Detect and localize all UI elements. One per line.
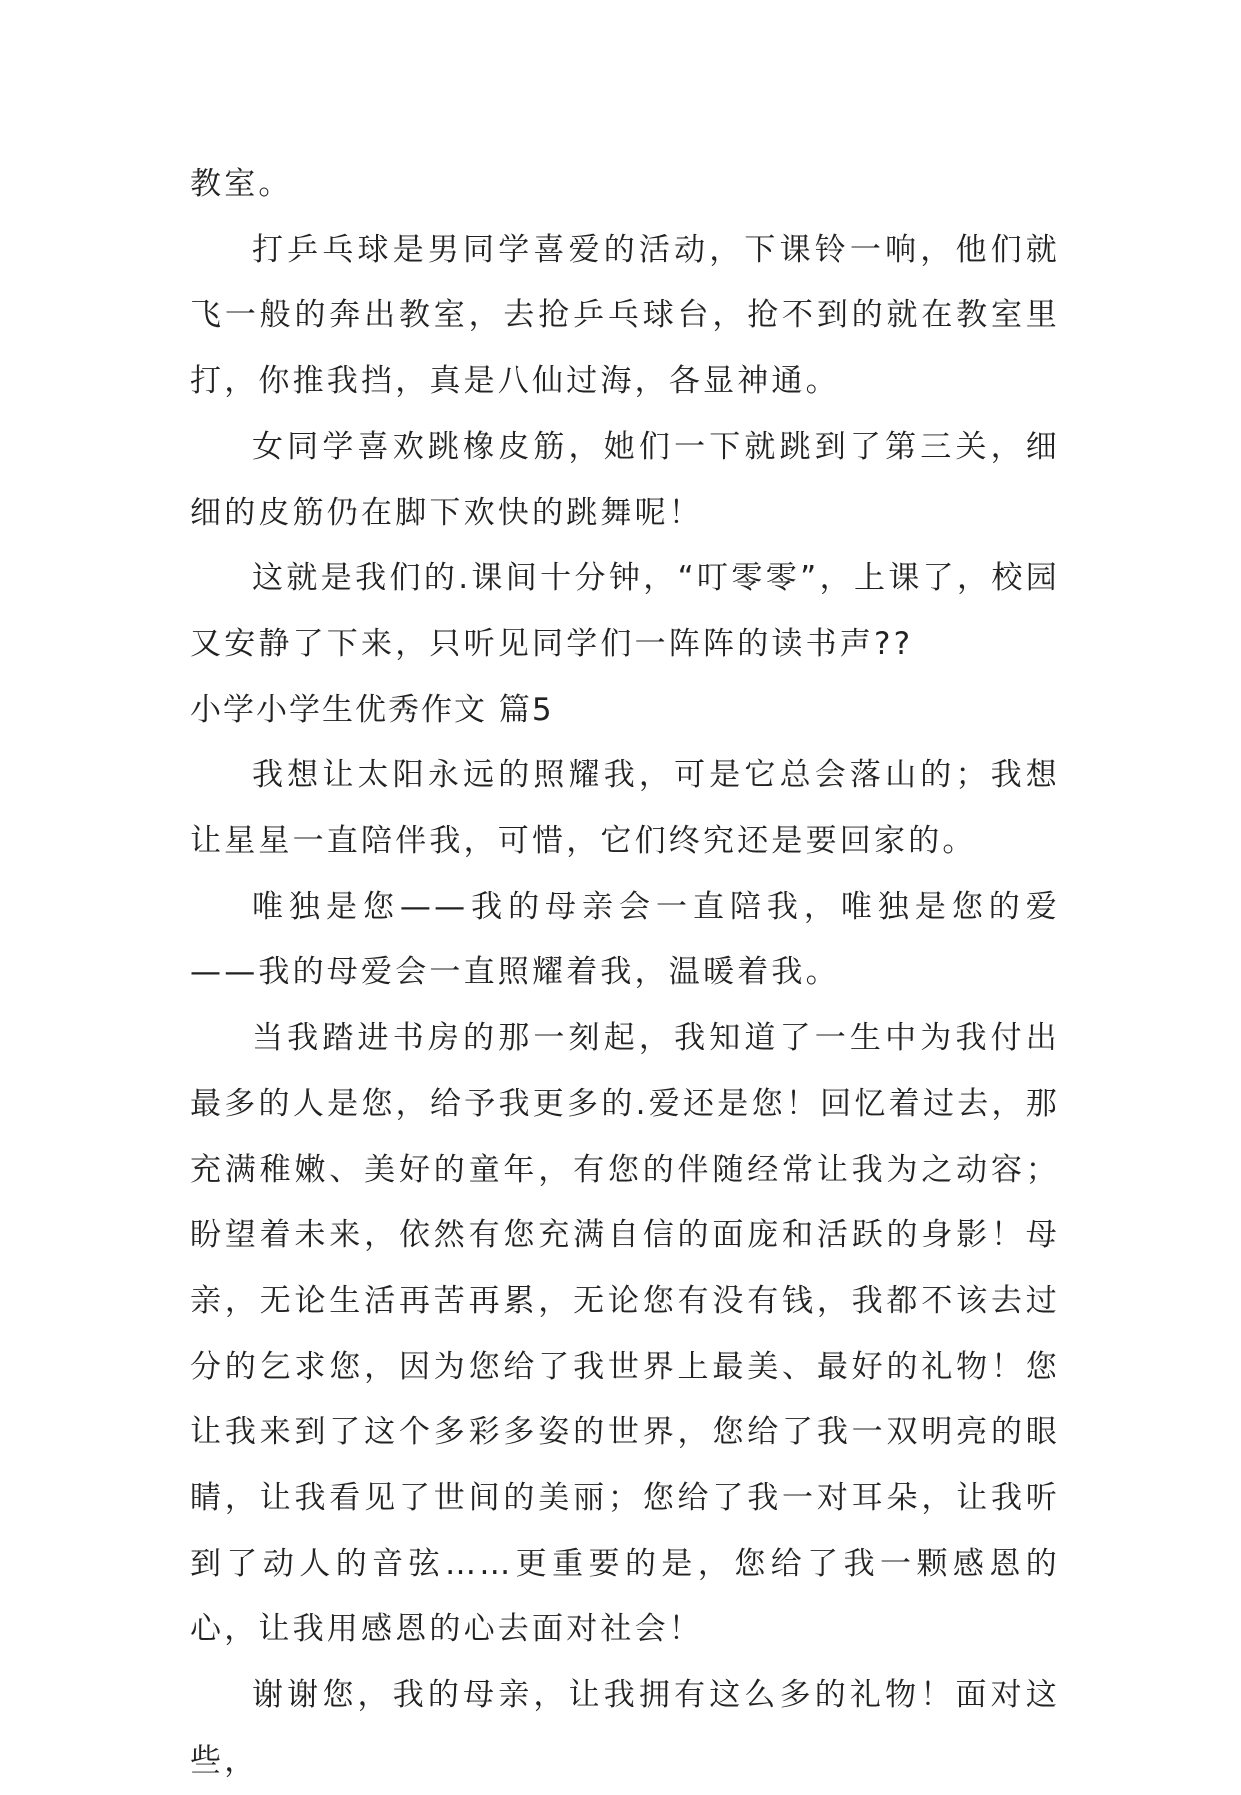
paragraph-ping-pong: 打乒乓球是男同学喜爱的活动，下课铃一响，他们就飞一般的奔出教室，去抢乒乓球台，抢不到的就在教室里打，你推我挡，真是八仙过海，各显神通。 xyxy=(190,231,1060,400)
section-heading: 小学小学生优秀作文 篇5 xyxy=(190,691,554,728)
paragraph-continued: 教室。 xyxy=(190,166,293,202)
paragraph-gratitude: 当我踏进书房的那一刻起，我知道了一生中为我付出最多的人是您，给予我更多的.爱还是您！回忆着过去，那充满稚嫩、美好的童年，有您的伴随经常让我为之动容；盼望着未来，依然有您充满自信的面庞和活跃的身影！母亲，无论生活再苦再累，无论您有没有钱，我都不该去过分的乞求您，因为您给了我世界上最美、最好的礼物！您让我来到了这个多彩多姿的世界，您给了我一双明亮的眼睛，让我看见了世间的美丽；您给了我一对耳朵，让我听到了动人的音弦……更重要的是，您给了我一颗感恩的心，让我用感恩的心去面对社会！ xyxy=(190,1020,1060,1648)
paragraph-thanks: 谢谢您，我的母亲，让我拥有这么多的礼物！面对这些， xyxy=(190,1677,1060,1779)
paragraph-mother-love: 唯独是您——我的母亲会一直陪我，唯独是您的爱——我的母爱会一直照耀着我，温暖着我。 xyxy=(190,888,1060,991)
paragraph-class-bell: 这就是我们的.课间十分钟，“叮零零”，上课了，校园又安静了下来，只听见同学们一阵阵的读书声?? xyxy=(190,560,1060,662)
document-body xyxy=(190,152,1060,1795)
paragraph-sun-stars: 我想让太阳永远的照耀我，可是它总会落山的；我想让星星一直陪伴我，可惜，它们终究还是要回家的。 xyxy=(190,757,1060,860)
paragraph-rubber-band: 女同学喜欢跳橡皮筋，她们一下就跳到了第三关，细细的皮筋仍在脚下欢快的跳舞呢！ xyxy=(190,428,1060,531)
